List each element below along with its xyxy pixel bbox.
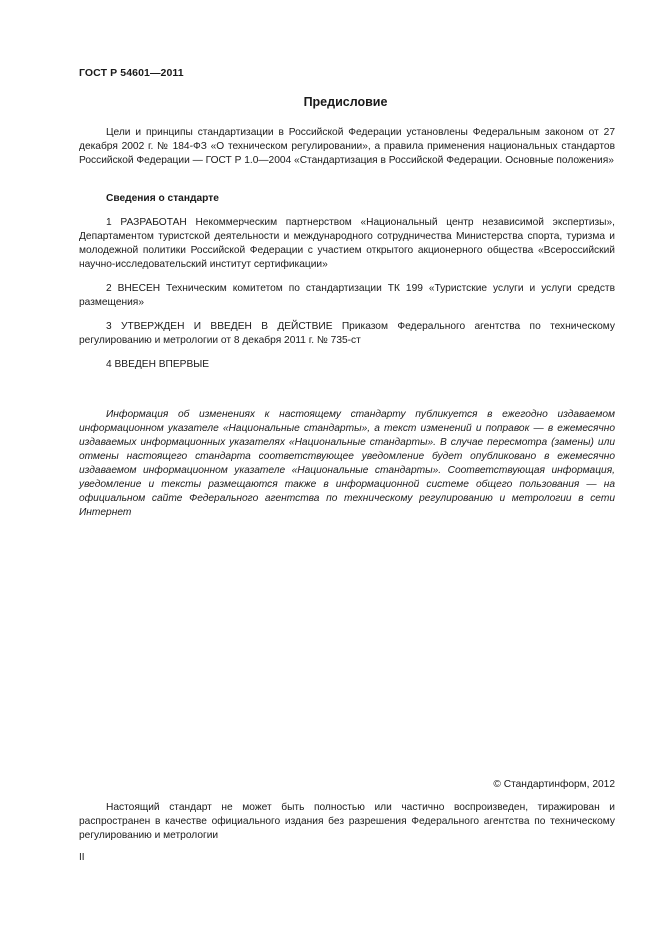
reproduction-notice: Настоящий стандарт не может быть полностью или частично воспроизведен, тиражирован и распространен в качестве официального издания без разрешения Федерального агентства по техническому регулированию и метрологии	[79, 802, 615, 841]
document-header: ГОСТ Р 54601—2011	[79, 67, 184, 79]
standard-info-item-2: 2 ВНЕСЕН Техническим комитетом по стандартизации ТК 199 «Туристские услуги и услуги средств размещения»	[79, 283, 615, 308]
changes-note: Информация об изменениях к настоящему стандарту публикуется в ежегодно издаваемом информационном указателе «Национальные стандарты», а текст изменений и поправок — в ежемесячно издаваемых информационных указателях «Национальные стандарты». В случае пересмотра (замены) или отмены настоящего стандарта соответствующее уведомление будет опубликовано в ежемесячно издаваемом информационном указателе «Национальные стандарты». Соответствующая информация, уведомление и тексты размещаются также в информационной системе общего пользования — на официальном сайте Федерального агентства по техническому регулированию и метрологии в сети Интернет	[79, 409, 615, 518]
standard-info-item-3: 3 УТВЕРЖДЕН И ВВЕДЕН В ДЕЙСТВИЕ Приказом Федерального агентства по техническому регулированию и метрологии от 8 декабря 2011 г. № 735-ст	[79, 321, 615, 346]
standard-info-item-1: 1 РАЗРАБОТАН Некоммерческим партнерством «Национальный центр независимой экспертизы», Департаментом туристской деятельности и международного сотрудничества Министерства спорта, туризма и молодежной политики Российской Федерации с участием открытого акционерного общества «Всероссийский научно-исследовательский институт сертификации»	[79, 217, 615, 270]
page-number: II	[79, 852, 85, 863]
standard-info-heading: Сведения о стандарте	[106, 193, 219, 204]
foreword-title: Предисловие	[303, 95, 388, 109]
standard-info-item-4: 4 ВВЕДЕН ВПЕРВЫЕ	[106, 359, 210, 370]
copyright-line: © Стандартинформ, 2012	[493, 779, 615, 790]
foreword-intro: Цели и принципы стандартизации в Российской Федерации установлены Федеральным законом от 27 декабря 2002 г. № 184-ФЗ «О техническом регулировании», а правила применения национальных стандартов Российской Федерации — ГОСТ Р 1.0—2004 «Стандартизация в Российской Федерации. Основные положения»	[79, 127, 615, 166]
